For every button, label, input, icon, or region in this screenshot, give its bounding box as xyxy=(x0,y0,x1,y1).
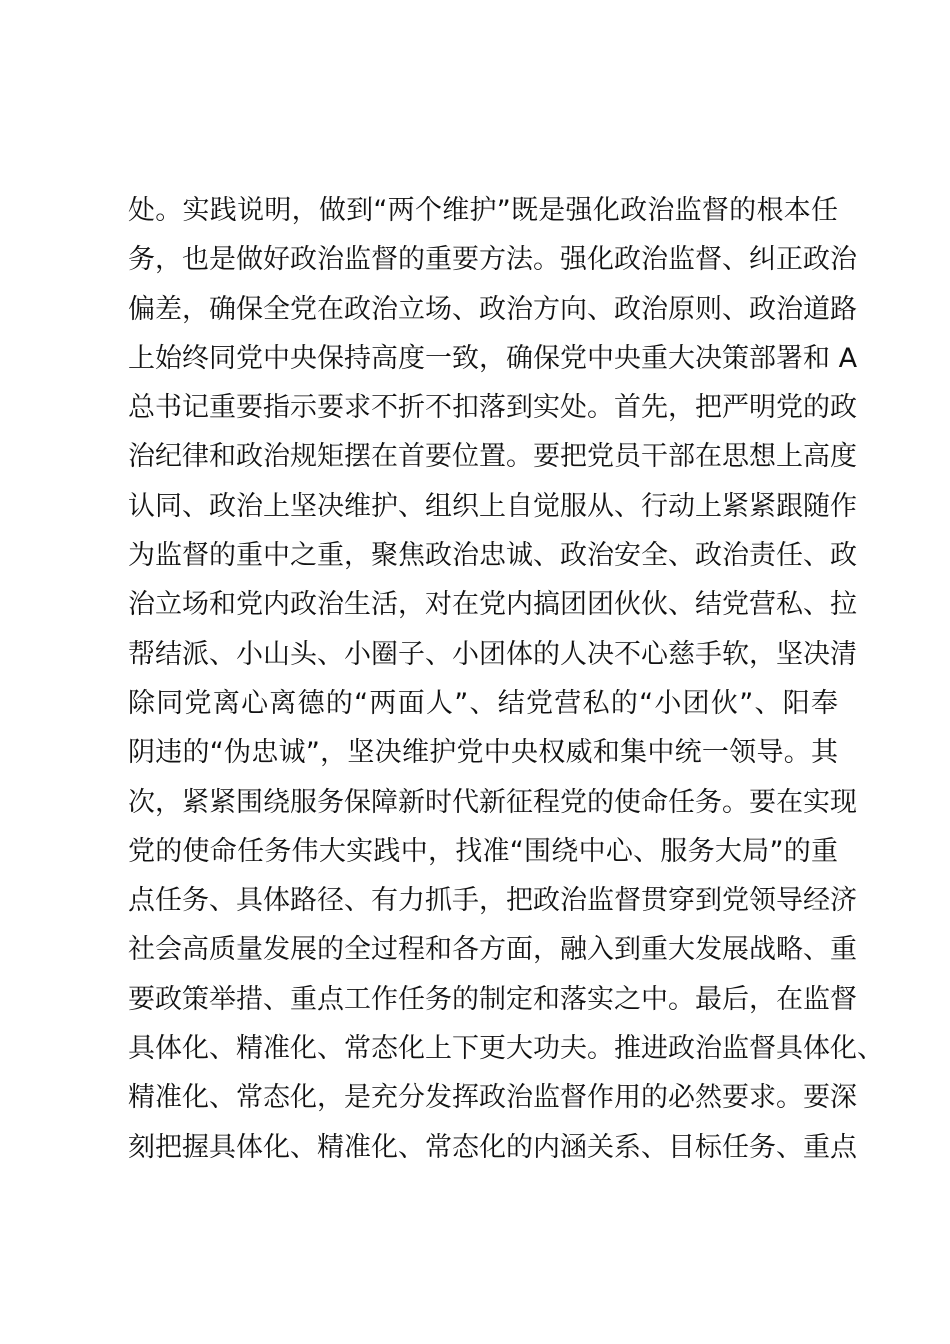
text-line: 偏差，确保全党在政治立场、政治方向、政治原则、政治道路 xyxy=(128,293,857,325)
text-line: 治纪律和政治规矩摆在首要位置。要把党员干部在思想上高度 xyxy=(128,441,857,473)
text-line: 除同党离心离德的“两面人”、结党营私的“小团伙”、阳奉 xyxy=(128,687,838,719)
text-line: 阴违的“伪忠诚”，坚决维护党中央权威和集中统一领导。其 xyxy=(128,737,838,769)
text-line: 处。实践说明，做到“两个维护”既是强化政治监督的根本任 xyxy=(128,195,838,226)
text-line: 上始终同党中央保持高度一致，确保党中央重大决策部署和 A xyxy=(128,342,858,374)
text-line: 帮结派、小山头、小圈子、小团体的人决不心慈手软，坚决清 xyxy=(128,638,857,670)
text-line: 点任务、具体路径、有力抓手，把政治监督贯穿到党领导经济 xyxy=(128,885,857,917)
text-line: 精准化、常态化，是充分发挥政治监督作用的必然要求。要深 xyxy=(128,1082,857,1114)
text-line: 党的使命任务伟大实践中，找准“围绕中心、服务大局”的重 xyxy=(128,835,838,867)
text-line: 认同、政治上坚决维护、组织上自觉服从、行动上紧紧跟随作 xyxy=(128,490,857,522)
text-line: 务，也是做好政治监督的重要方法。强化政治监督、纠正政治 xyxy=(128,244,857,276)
text-line: 次，紧紧围绕服务保障新时代新征程党的使命任务。要在实现 xyxy=(128,786,857,818)
text-line: 为监督的重中之重，聚焦政治忠诚、政治安全、政治责任、政 xyxy=(128,540,857,572)
text-line: 社会高质量发展的全过程和各方面，融入到重大发展战略、重 xyxy=(128,934,857,966)
text-line: 具体化、精准化、常态化上下更大功夫。推进政治监督具体化、 xyxy=(128,1033,884,1065)
text-line: 要政策举措、重点工作任务的制定和落实之中。最后，在监督 xyxy=(128,983,857,1015)
body-paragraph xyxy=(128,186,884,1172)
text-line: 刻把握具体化、精准化、常态化的内涵关系、目标任务、重点 xyxy=(128,1131,857,1163)
text-line: 总书记重要指示要求不折不扣落到实处。首先，把严明党的政 xyxy=(128,392,857,424)
text-line: 治立场和党内政治生活，对在党内搞团团伙伙、结党营私、拉 xyxy=(128,589,857,621)
